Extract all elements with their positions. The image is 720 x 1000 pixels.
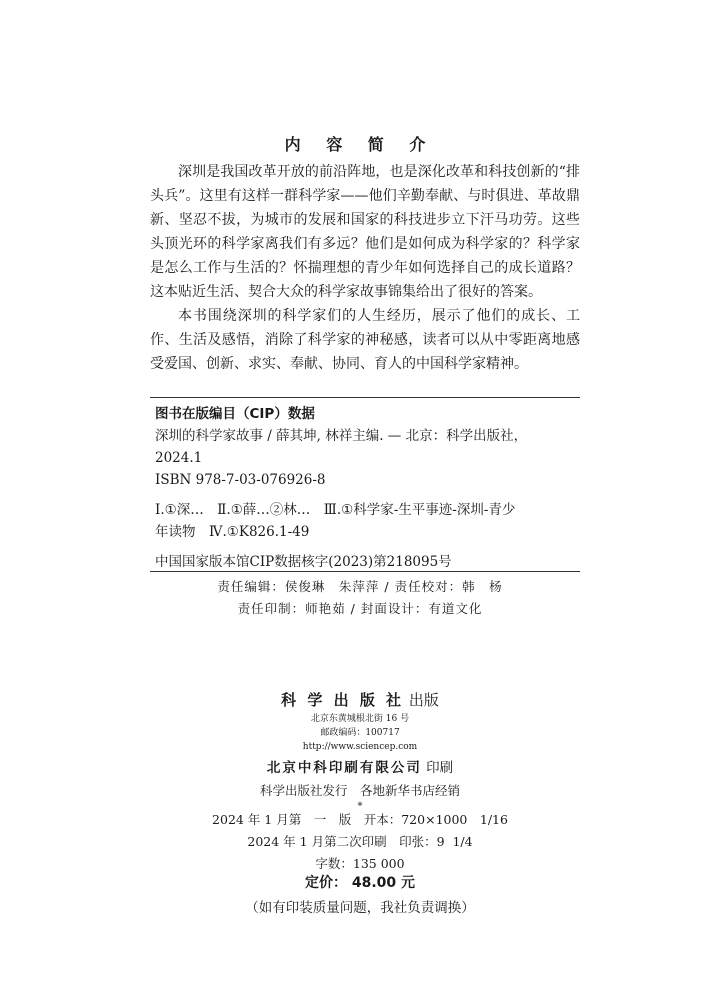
price-label: 定价： 48.00 元: [304, 875, 416, 891]
publisher-postcode: 邮政编码：100717: [320, 728, 400, 738]
summary-section: [150, 160, 580, 376]
quality-notice: （如有印装质量问题，我社负责调换）: [245, 900, 475, 916]
printer-suffix: 印刷: [421, 760, 454, 776]
summary-paragraph-2: 本书围绕深圳的科学家们的人生经历，展示了他们的成长、工作、生活及感悟，消除了科学家的神秘感，读者可以从中零距离地感受爱国、创新、求实、奉献、协同、育人的中国科学家精神。: [150, 308, 580, 372]
edition-row-1: 2024 年 1 月第 一 版 开本：720×1000 1/16: [212, 812, 508, 827]
credits-editors: 责任编辑：侯俊琳 朱萍萍 / 责任校对：韩 杨: [217, 579, 503, 594]
printer-name: 北京中科印刷有限公司: [266, 760, 422, 776]
edition-row-2: 2024 年 1 月第二次印刷 印张：9 1/4: [247, 834, 473, 849]
cip-classification-2: 年读物 Ⅳ.①K826.1-49: [155, 524, 310, 540]
cip-isbn: ISBN 978-7-03-076926-8: [155, 472, 326, 488]
publisher-block: [0, 688, 720, 812]
cip-block: [155, 403, 575, 573]
publisher-name-line: [0, 688, 720, 712]
publisher-url: http://www.sciencep.com: [302, 742, 418, 752]
printer-line: [0, 756, 720, 780]
credits-block: [0, 576, 720, 620]
cip-top-divider: [150, 397, 580, 398]
cip-bottom-divider: [150, 571, 580, 572]
summary-paragraph-1: 深圳是我国改革开放的前沿阵地，也是深化改革和科技创新的“排头兵”。这里有这样一群科学家——他们辛勤奉献、与时俱进、革故鼎新、坚忍不拔，为城市的发展和国家的科技进步立下汗马功劳。这些头顶光环的科学家离我们有多远？他们是如何成为科学家的？科学家是怎么工作与生活的？怀揣理想的青少年如何选择自己的成长道路？这本贴近生活、契合大众的科学家故事锦集给出了很好的答案。: [150, 164, 580, 300]
distribution-line: 科学出版社发行 各地新华书店经销: [259, 783, 460, 798]
separator-asterisk: *: [357, 801, 363, 812]
cip-title-line: 深圳的科学家故事 / 薛其坤, 林祥主编. — 北京：科学出版社，: [155, 428, 528, 444]
cip-record-number: 中国国家版本馆CIP数据核字(2023)第218095号: [155, 554, 452, 570]
edition-info: [0, 809, 720, 875]
cip-classification-1: Ⅰ.①深… Ⅱ.①薛…②林… Ⅲ.①科学家-生平事迹-深圳-青少: [155, 502, 516, 518]
cip-year-line: 2024.1: [155, 450, 203, 466]
credits-print-design: 责任印制：师艳茹 / 封面设计：有道文化: [237, 601, 483, 616]
summary-title: 内 容 简 介: [284, 135, 436, 154]
publisher-suffix: 出版: [404, 691, 439, 709]
publisher-logo-name: 科 学 出 版 社: [281, 691, 405, 709]
cip-heading: 图书在版编目（CIP）数据: [155, 406, 315, 422]
publisher-address: 北京东黄城根北街 16 号: [310, 714, 410, 724]
edition-row-3: 字数：135 000: [315, 856, 405, 871]
